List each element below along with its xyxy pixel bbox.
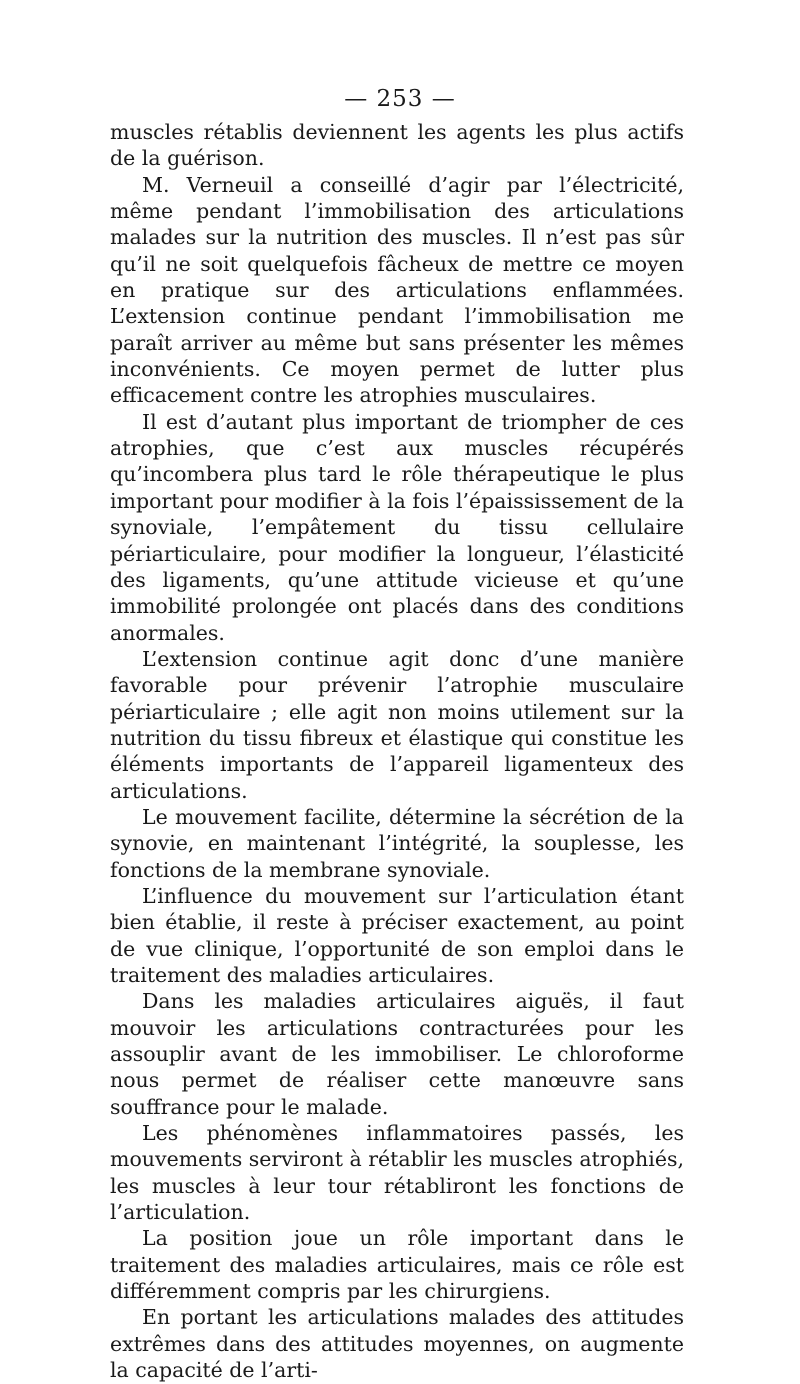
page-number: — 253 — <box>344 86 456 112</box>
paragraph: L’influence du mouvement sur l’articulation étant bien établie, il reste à préciser exactement, au point de vue clinique, l’opportunité de son emploi dans le traitement des maladies articulaires. <box>110 883 684 987</box>
paragraph-continuation: muscles rétablis deviennent les agents les plus actifs de la guérison. <box>110 120 684 171</box>
paragraph: M. Verneuil a conseillé d’agir par l’électricité, même pendant l’immobilisation des articulations malades sur la nutrition des muscles. Il n’est pas sûr qu’il ne soit quelquefois fâcheux de mettre ce moyen en pratique sur des articulations enflammées. L’extension continue pendant l’immobilisation me paraît arriver au même but sans présenter les mêmes inconvénients. Ce moyen permet de lutter plus efficacement contre les atrophies musculaires. <box>110 172 684 408</box>
body-text <box>110 119 684 1384</box>
paragraph: Dans les maladies articulaires aiguës, il faut mouvoir les articulations contracturées pour les assouplir avant de les immobiliser. Le chloroforme nous permet de réaliser cette manœuvre sans souffrance pour le malade. <box>110 989 684 1119</box>
paragraph: L’extension continue agit donc d’une manière favorable pour prévenir l’atrophie musculaire périarticulaire ; elle agit non moins utilement sur la nutrition du tissu fibreux et élastique qui constitue les éléments importants de l’appareil ligamenteux des articulations. <box>110 646 684 803</box>
paragraph: La position joue un rôle important dans le traitement des maladies articulaires, mais ce rôle est différemment compris par les chirurgiens. <box>110 1226 684 1304</box>
paragraph: Il est d’autant plus important de triompher de ces atrophies, que c’est aux muscles récupérés qu’incombera plus tard le rôle thérapeutique le plus important pour modifier à la fois l’épaississement de la synoviale, l’empâtement du tissu cellulaire périarticulaire, pour modifier la longueur, l’élasticité des ligaments, qu’une attitude vicieuse et qu’une immobilité prolongée ont placés dans des conditions anormales. <box>110 409 684 645</box>
paragraph: Le mouvement facilite, détermine la sécrétion de la synovie, en maintenant l’intégrité, la souplesse, les fonctions de la membrane synoviale. <box>110 804 684 882</box>
paragraph: Les phénomènes inflammatoires passés, les mouvements serviront à rétablir les muscles atrophiés, les muscles à leur tour rétabliront les fonctions de l’articulation. <box>110 1121 684 1225</box>
paragraph: En portant les articulations malades des attitudes extrêmes dans des attitudes moyennes, on augmente la capacité de l’arti- <box>110 1305 684 1383</box>
